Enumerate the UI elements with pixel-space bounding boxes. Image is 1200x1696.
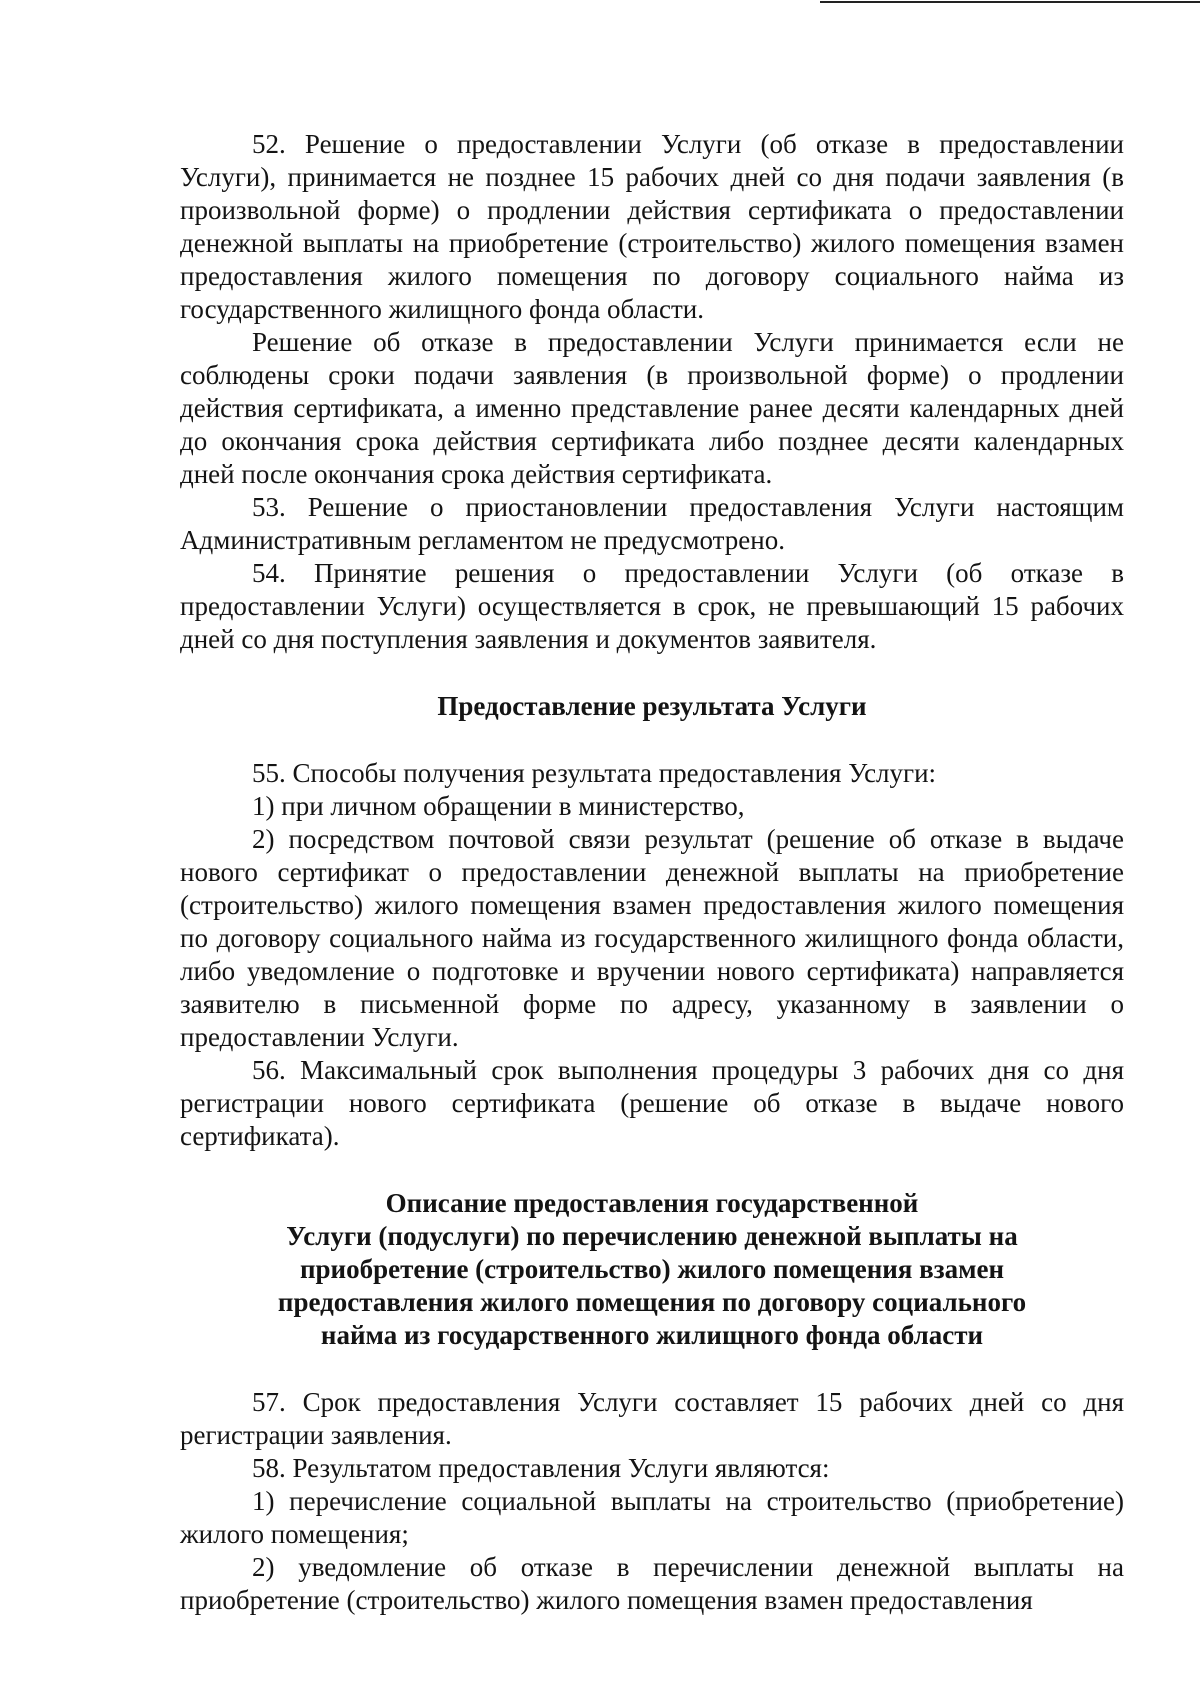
paragraph-56: 56. Максимальный срок выполнения процедуры 3 рабочих дня со дня регистрации нового сертификата (решение об отказе в выдаче нового сертификата). <box>180 1055 1124 1151</box>
paragraph-53: 53. Решение о приостановлении предоставления Услуги настоящим Административным регламентом не предусмотрено. <box>180 492 1124 555</box>
heading-line: приобретение (строительство) жилого помещения взамен <box>299 1254 1005 1284</box>
heading-line: предоставления жилого помещения по договору социального <box>277 1287 1027 1317</box>
heading-line: найма из государственного жилищного фонда области <box>320 1320 984 1350</box>
paragraph-55-item-1: 1) при личном обращении в министерство, <box>252 791 745 821</box>
paragraph-55-item-2: 2) посредством почтовой связи результат (решение об отказе в выдаче нового сертификат о предоставлении денежной выплаты на приобретение (строительство) жилого помещения взамен предоставления жилого помещения по договору социального найма из государственного жилищного фонда области, либо уведомление о подготовке и вручении нового сертификата) направляется заявителю в письменной форме по адресу, указанному в заявлении о предоставлении Услуги. <box>180 824 1124 1052</box>
paragraph-54: 54. Принятие решения о предоставлении Услуги (об отказе в предоставлении Услуги) осуществляется в срок, не превышающий 15 рабочих дней со дня поступления заявления и документов заявителя. <box>180 558 1124 654</box>
heading-line: Описание предоставления государственной <box>385 1188 919 1218</box>
top-edge-line <box>820 1 1200 3</box>
paragraph-57: 57. Срок предоставления Услуги составляет 15 рабочих дней со дня регистрации заявления. <box>180 1387 1124 1450</box>
section-heading-description <box>180 1187 1124 1352</box>
paragraph-58-item-2: 2) уведомление об отказе в перечислении денежной выплаты на приобретение (строительство) жилого помещения взамен предоставления <box>180 1552 1124 1615</box>
section-heading-result: Предоставление результата Услуги <box>437 691 867 721</box>
paragraph-58: 58. Результатом предоставления Услуги являются: <box>252 1453 830 1483</box>
paragraph-52: 52. Решение о предоставлении Услуги (об отказе в предоставлении Услуги), принимается не позднее 15 рабочих дней со дня подачи заявления (в произвольной форме) о продлении действия сертификата о предоставлении денежной выплаты на приобретение (строительство) жилого помещения взамен предоставления жилого помещения по договору социального найма из государственного жилищного фонда области. <box>180 129 1124 324</box>
paragraph-58-item-1: 1) перечисление социальной выплаты на строительство (приобретение) жилого помещения; <box>180 1486 1124 1549</box>
heading-line: Услуги (подуслуги) по перечислению денежной выплаты на <box>286 1221 1018 1251</box>
paragraph-refusal-conditions: Решение об отказе в предоставлении Услуги принимается если не соблюдены сроки подачи заявления (в произвольной форме) о продлении действия сертификата, а именно представление ранее десяти календарных дней до окончания срока действия сертификата либо позднее десяти календарных дней после окончания срока действия сертификата. <box>180 327 1124 489</box>
paragraph-55: 55. Способы получения результата предоставления Услуги: <box>252 758 937 788</box>
document-body <box>180 128 1124 1617</box>
